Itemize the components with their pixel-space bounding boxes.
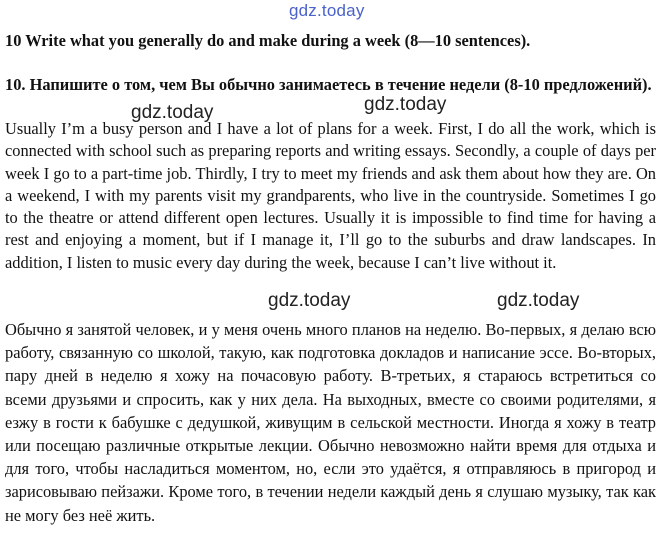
watermark-4: gdz.today: [497, 290, 580, 311]
watermark-top: gdz.today: [289, 1, 365, 20]
watermark-2: gdz.today: [364, 94, 447, 115]
russian-translation-paragraph: Обычно я занятой человек, и у меня очень много планов на неделю. Во-первых, я делаю всю работу, связанную со школой, такую, как подготовка докладов и написание эссе. Во-вторых, пару дней в неделю я хожу на почасовую работу. В-третьих, я стараюсь встретиться со всеми друзьями и спросить, как у них дела. На выходных, вместе со своими родителями, я езжу в гости к бабушке с дедушкой, живущим в сельской местности. Иногда я хожу в театр или посещаю различные открытые лекции. Обычно невозможно найти время для отдыха и для того, чтобы насладиться моментом, но, если это удаётся, я отправляюсь в пригород и зарисовываю пейзажи. Кроме того, в течении недели каждый день я слушаю музыку, так как не могу без неё жить.: [5, 320, 656, 525]
exercise-title-russian: 10. Напишите о том, чем Вы обычно занимаетесь в течение недели (8-10 предложений).: [5, 75, 652, 94]
watermark-1: gdz.today: [131, 102, 214, 123]
exercise-title: 10 Write what you generally do and make during a week (8—10 sentences).: [5, 31, 531, 50]
english-answer-paragraph: Usually I’m a busy person and I have a lot of plans for a week. First, I do all the work, which is connected with school such as preparing reports and writing essays. Secondly, a couple of days per week I go to a part-time job. Thirdly, I try to meet my friends and ask them about how they are. On a weekend, I with my parents visit my grandparents, who live in the countryside. Sometimes I go to the theatre or attend different open lectures. Usually it is impossible to find time for having a rest and enjoying a moment, but if I manage it, I’ll go to the suburbs and draw landscapes. In addition, I listen to music every day during the week, because I can’t live without it.: [5, 119, 656, 272]
watermark-3: gdz.today: [268, 290, 351, 311]
